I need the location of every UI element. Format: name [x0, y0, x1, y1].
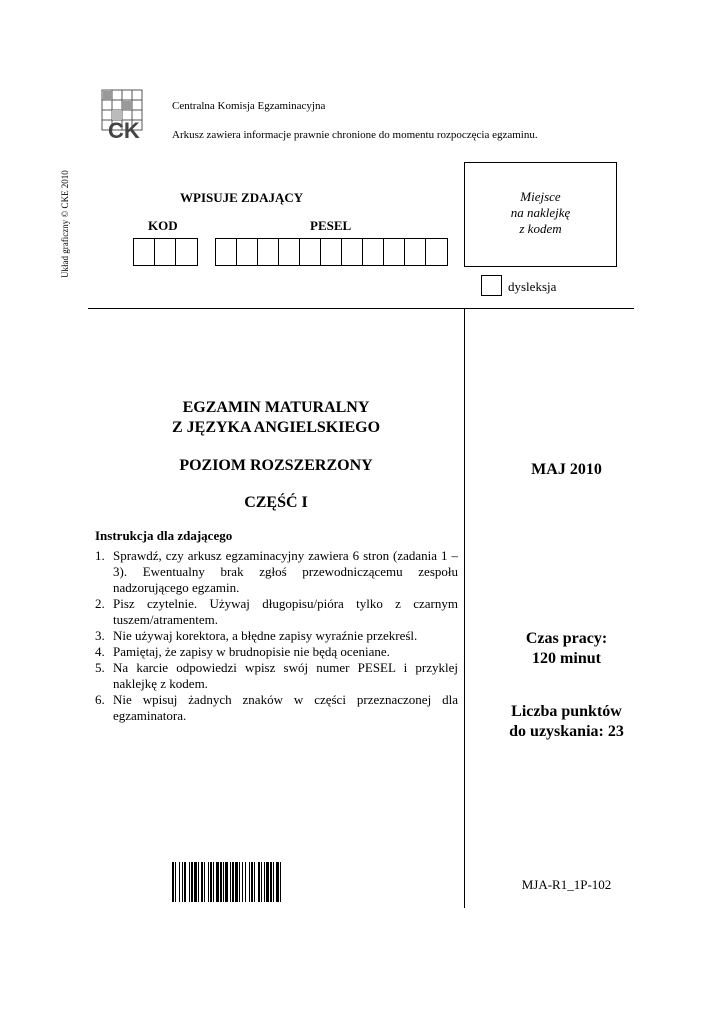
- kod-input-boxes[interactable]: [133, 238, 198, 266]
- graphic-layout-credit: Układ graficzny © CKE 2010: [60, 170, 70, 278]
- organization-name: Centralna Komisja Egzaminacyjna: [172, 100, 326, 112]
- instruction-text: Nie wpisuj żadnych znaków w części przeznaczonej dla egzaminatora.: [113, 692, 458, 723]
- sticker-line-1: Miejsce: [520, 189, 561, 204]
- pesel-digit-box[interactable]: [279, 239, 300, 265]
- confidentiality-notice: Arkusz zawiera informacje prawnie chronione do momentu rozpoczęcia egzaminu.: [172, 129, 538, 141]
- instruction-item: [95, 596, 458, 628]
- kod-digit-box[interactable]: [134, 239, 155, 265]
- instruction-item: [95, 548, 458, 596]
- exam-code: MJA-R1_1P-102: [521, 877, 612, 892]
- kod-digit-box[interactable]: [155, 239, 176, 265]
- pesel-digit-box[interactable]: [426, 239, 447, 265]
- instruction-item: [95, 644, 458, 660]
- pesel-digit-box[interactable]: [300, 239, 321, 265]
- instruction-number: 2.: [95, 596, 105, 611]
- cke-logo-icon: [100, 88, 148, 146]
- instruction-number: 6.: [95, 692, 105, 707]
- time-label: Czas pracy:: [525, 630, 608, 647]
- student-fill-title: WPISUJE ZDAJĄCY: [180, 190, 304, 205]
- exam-title-line-2: Z JĘZYKA ANGIELSKIEGO: [171, 419, 381, 436]
- dyslexia-checkbox[interactable]: [481, 275, 502, 296]
- pesel-digit-box[interactable]: [405, 239, 426, 265]
- sticker-line-2: na naklejkę: [510, 205, 571, 220]
- exam-level: POZIOM ROZSZERZONY: [179, 457, 373, 474]
- pesel-label: PESEL: [310, 218, 352, 233]
- points-label: Liczba punktów: [511, 703, 622, 720]
- exam-title-line-1: EGZAMIN MATURALNY: [182, 399, 370, 416]
- instruction-number: 5.: [95, 660, 105, 675]
- instruction-text: Sprawdź, czy arkusz egzaminacyjny zawiera 6 stron (zadania 1 – 3). Ewentualny brak zgłoś przewodniczącemu zespołu nadzorującego egzamin.: [113, 548, 458, 595]
- barcode-icon: [170, 862, 380, 902]
- horizontal-divider: [88, 308, 634, 309]
- instruction-item: [95, 692, 458, 724]
- instruction-text: Nie używaj korektora, a błędne zapisy wyraźnie przekreśl.: [113, 628, 418, 643]
- instruction-text: Na karcie odpowiedzi wpisz swój numer PESEL i przyklej naklejkę z kodem.: [113, 660, 458, 691]
- instruction-text: Pisz czytelnie. Używaj długopisu/pióra tylko z czarnym tuszem/atramentem.: [113, 596, 458, 627]
- pesel-input-boxes[interactable]: [215, 238, 448, 266]
- instruction-text: Pamiętaj, że zapisy w brudnopisie nie będą oceniane.: [113, 644, 390, 659]
- pesel-digit-box[interactable]: [216, 239, 237, 265]
- kod-label: KOD: [148, 218, 178, 233]
- pesel-digit-box[interactable]: [342, 239, 363, 265]
- pesel-digit-box[interactable]: [321, 239, 342, 265]
- instruction-number: 3.: [95, 628, 105, 643]
- pesel-digit-box[interactable]: [258, 239, 279, 265]
- exam-part: CZĘŚĆ I: [244, 494, 308, 511]
- exam-date: MAJ 2010: [531, 461, 602, 478]
- pesel-digit-box[interactable]: [363, 239, 384, 265]
- sticker-placeholder-box: [464, 162, 617, 267]
- pesel-digit-box[interactable]: [237, 239, 258, 265]
- kod-digit-box[interactable]: [176, 239, 197, 265]
- vertical-divider: [464, 308, 465, 908]
- instruction-number: 4.: [95, 644, 105, 659]
- pesel-digit-box[interactable]: [384, 239, 405, 265]
- time-value: 120 minut: [532, 650, 601, 667]
- points-value: do uzyskania: 23: [509, 723, 624, 740]
- instructions-heading: Instrukcja dla zdającego: [95, 528, 233, 543]
- instruction-number: 1.: [95, 548, 105, 563]
- instruction-item: [95, 660, 458, 692]
- logo-text: CK: [108, 118, 140, 143]
- sticker-line-3: z kodem: [519, 221, 562, 236]
- instructions-list: [95, 548, 458, 724]
- instruction-item: [95, 628, 458, 644]
- dyslexia-label: dysleksja: [508, 279, 557, 294]
